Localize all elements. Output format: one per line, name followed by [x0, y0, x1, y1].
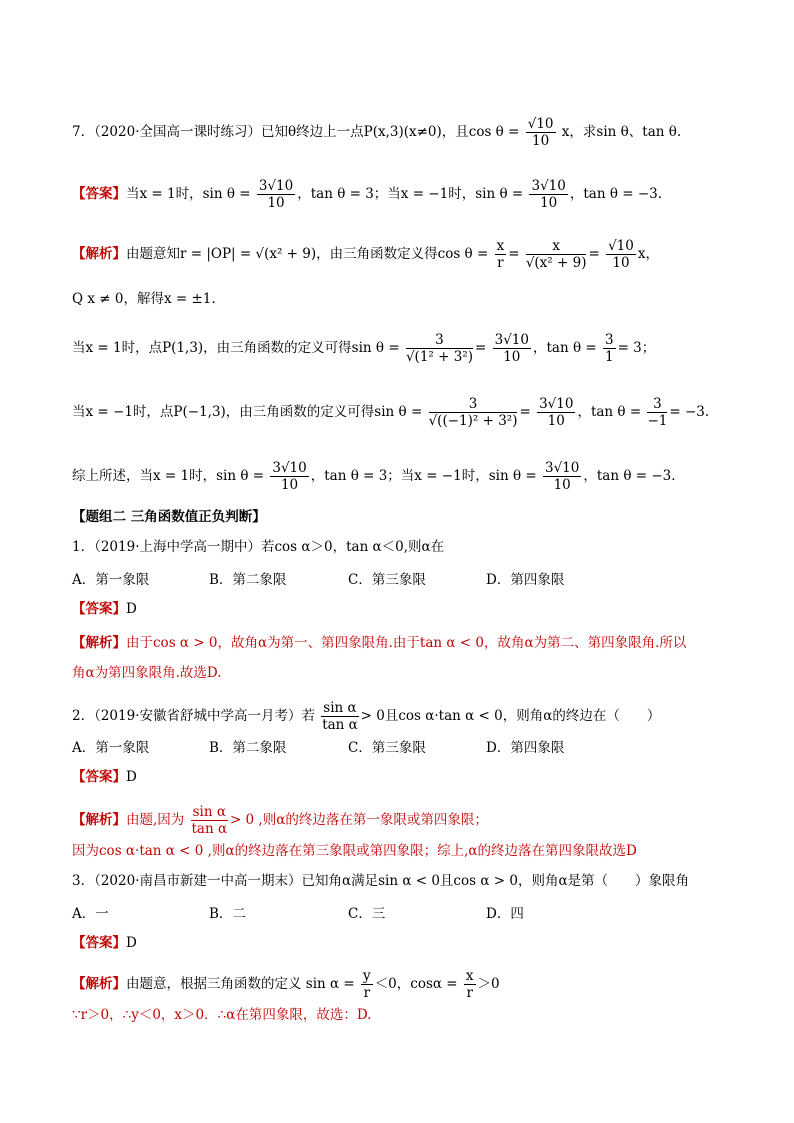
q3-analysis-1: 【解析】由题意，根据三角函数的定义 sin α = $\frac{y}{r}$ ＜0，cosα = $\frac{x}{r}$ ＞0	[72, 968, 500, 1001]
fraction: $\frac{y}{r}$	[363, 968, 371, 1001]
q3-option-b: B．二	[209, 906, 246, 922]
q7-answer: 【答案】当x = 1时，sin θ = $\frac{3√10}{10}$ ，tan θ = 3；当x = −1时，sin θ = $\frac{3√10}{10}$ ，tan θ = −3.	[72, 178, 663, 211]
fraction: $\frac{3}{\text{√(1² + 3²)}}$	[405, 332, 473, 365]
fraction: $\frac{3√10}{10}$	[544, 460, 580, 493]
fraction: $\frac{3√10}{10}$	[272, 460, 307, 493]
q7-line-5: 综上所述，当x = 1时，sin θ = $\frac{3√10}{10}$ ，tan θ = 3；当x = −1时，sin θ = $\frac{3√10}{10}$ ，tan θ = −3.	[72, 460, 676, 493]
q7-line-3: 当x = 1时，点P(1,3)，由三角函数的定义可得sin θ = $\frac{3}{\text{√(1² + 3²)}}$ = $\frac{3√10}{10}$ ，tan θ = $\frac{3}{1}$ = 3；	[72, 332, 656, 365]
fraction: $\frac{3√10}{10}$	[531, 178, 566, 211]
fraction: $\frac{x}{r}$	[496, 238, 505, 271]
q2-analysis-1: 【解析】由题,因为 $\frac{\text{sin α}}{\text{tan α}}$ > 0 ,则α的终边落在第一象限或第四象限；	[72, 804, 488, 837]
q7-line-2: Q x ≠ 0，解得x = ±1.	[72, 291, 216, 307]
fraction: $\frac{3}{\text{√((−1)² + 3²)}}$	[428, 396, 518, 429]
q3-option-a: A．一	[72, 906, 109, 922]
fraction: $\frac{3√10}{10}$	[494, 332, 529, 365]
q7-stem: 7．（2020·全国高一课时练习）已知θ终边上一点P(x,3)(x≠0)，且cos θ = $\frac{√10}{10}$ x，求sin θ、tan θ.	[72, 116, 682, 149]
q2-option-a: A．第一象限	[72, 740, 150, 756]
fraction: $\frac{\text{sin α}}{\text{tan α}}$	[322, 700, 358, 733]
q1-analysis-1: 【解析】由于cos α > 0，故角α为第一、第四象限角.由于tan α < 0，故角α为第二、第四象限角.所以	[72, 635, 687, 651]
fraction: $\frac{\text{sin α}}{\text{tan α}}$	[191, 804, 228, 837]
section-title: 【题组二 三角函数值正负判断】	[72, 509, 266, 525]
q3-option-c: C．三	[348, 906, 386, 922]
q3-option-d: D．四	[486, 906, 524, 922]
q1-option-b: B．第二象限	[209, 572, 287, 588]
q7-line-4: 当x = −1时，点P(−1,3)，由三角函数的定义可得sin θ = $\frac{3}{\text{√((−1)² + 3²)}}$ = $\frac{3√10}{10}$ ，tan θ = $\frac{3}{-1}$ = −3.	[72, 396, 710, 429]
fraction: $\frac{3}{1}$	[604, 332, 614, 365]
q2-option-d: D．第四象限	[486, 740, 565, 756]
q7-analysis-1: 【解析】由题意知r = |OP| = √(x² + 9)，由三角函数定义得cos θ = $\frac{x}{r}$ = $\frac{x}{\text{√(x² + 9)}}$ = $\frac{√10}{10}$ x，	[72, 238, 659, 271]
q2-option-c: C．第三象限	[348, 740, 426, 756]
q2-analysis-2: 因为cos α·tan α < 0 ,则α的终边落在第三象限或第四象限；综上,α的终边落在第四象限故选D	[72, 843, 637, 859]
q1-stem: 1．（2019·上海中学高一期中）若cos α＞0，tan α＜0,则α在	[72, 539, 445, 555]
q2-answer: 【答案】D	[72, 769, 137, 785]
q3-stem: 3．（2020·南昌市新建一中高一期末）已知角α满足sin α < 0且cos α > 0，则角α是第（ ）象限角	[72, 873, 690, 889]
fraction: $\frac{3√10}{10}$	[539, 396, 574, 429]
fraction: $\frac{√10}{10}$	[608, 238, 634, 271]
q2-option-b: B．第二象限	[209, 740, 287, 756]
q1-option-a: A．第一象限	[72, 572, 150, 588]
q1-analysis-2: 角α为第四象限角.故选D.	[72, 665, 222, 681]
q3-answer: 【答案】D	[72, 935, 137, 951]
q1-answer: 【答案】D	[72, 601, 137, 617]
fraction: $\frac{3√10}{10}$	[258, 178, 294, 211]
q2-stem: 2．（2019·安徽省舒城中学高一月考）若 $\frac{\text{sin α}}{\text{tan α}}$ > 0且cos α·tan α < 0，则角α的终边在（ ）	[72, 700, 661, 733]
q1-option-d: D．第四象限	[486, 572, 565, 588]
fraction: $\frac{√10}{10}$	[527, 116, 554, 149]
fraction: $\frac{3}{-1}$	[647, 396, 668, 429]
q1-option-c: C．第三象限	[348, 572, 426, 588]
q3-analysis-2: ∵r＞0，∴y＜0，x＞0．∴α在第四象限，故选：D.	[72, 1007, 372, 1023]
fraction: $\frac{x}{\text{√(x² + 9)}}$	[525, 238, 587, 271]
fraction: $\frac{x}{r}$	[465, 968, 474, 1001]
